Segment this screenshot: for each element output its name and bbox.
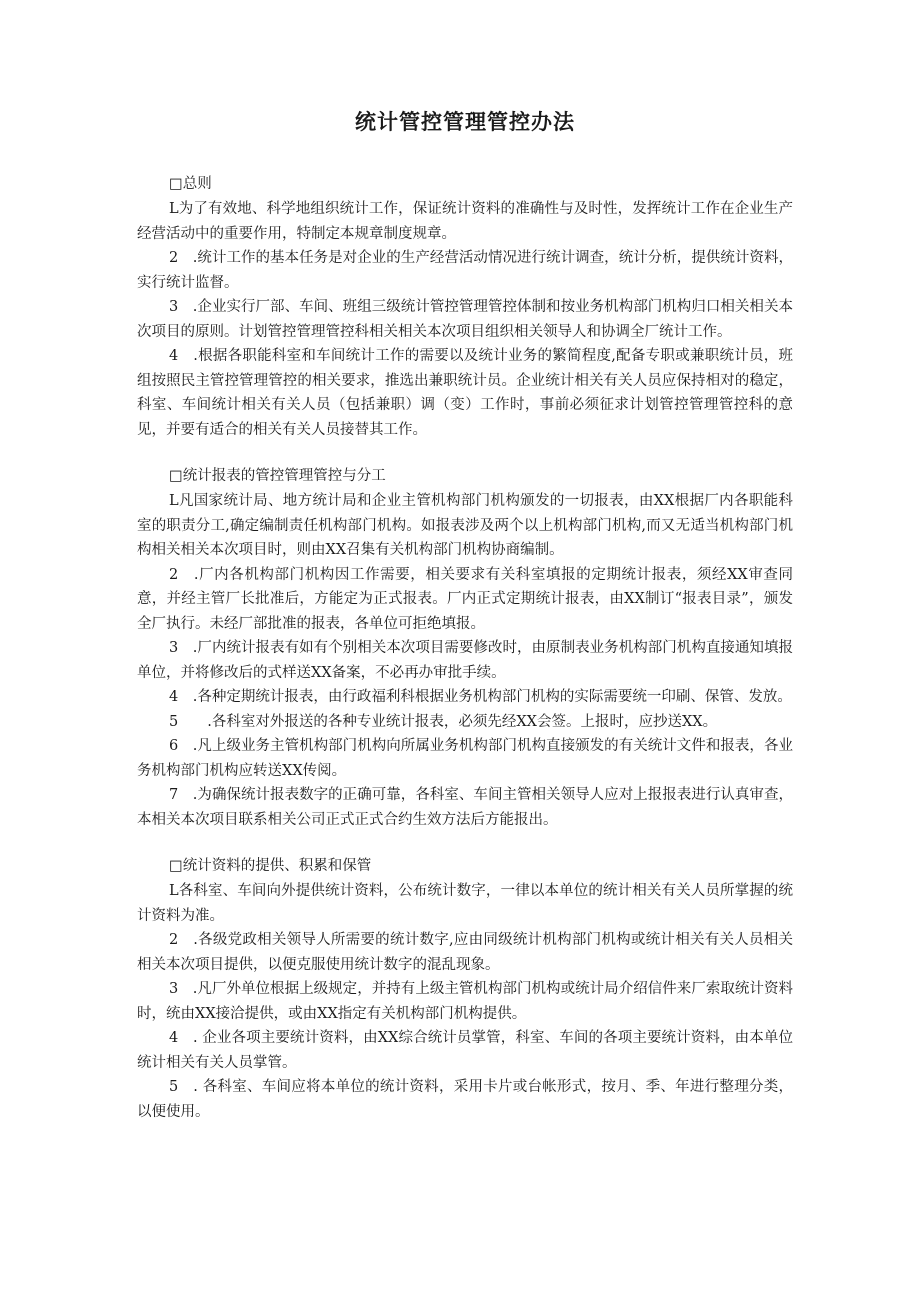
paragraph: 3 .厂内统计报表有如有个别相关本次项目需要修改时，由原制表业务机构部门机构直接通知填报单位，并将修改后的式样送XX备案，不必再办审批手续。 (137, 640, 793, 681)
paragraph: 4 . 企业各项主要统计资料，由XX综合统计员掌管，科室、车间的各项主要统计资料，由本单位统计相关有关人员掌管。 (137, 1030, 793, 1071)
document-title: 统计管控管理管控办法 (355, 109, 575, 134)
paragraph: 2 .各级党政相关领导人所需要的统计数字,应由同级统计机构部门机构或统计相关有关人员相关相关本次项目提供，以便克服使用统计数字的混乱现象。 (137, 932, 793, 973)
section-heading: □总则 (169, 176, 212, 192)
paragraph: 3 .凡厂外单位根据上级规定，并持有上级主管机构部门机构或统计局介绍信件来厂索取统计资料时，统由XX接洽提供，或由XX指定有关机构部门机构提供。 (137, 981, 793, 1022)
paragraph: 5 .各科室对外报送的各种专业统计报表，必须先经XX会签。上报时，应抄送XX。 (169, 713, 718, 730)
paragraph: L为了有效地、科学地组织统计工作，保证统计资料的准确性与及时性，发挥统计工作在企业生产经营活动中的重要作用，特制定本规章制度规章。 (137, 201, 793, 242)
paragraph: 4 .各种定期统计报表，由行政福利科根据业务机构部门机构的实际需要统一印刷、保管、发放。 (169, 689, 792, 705)
paragraph: 3 .企业实行厂部、车间、班组三级统计管控管理管控体制和按业务机构部门机构归口相关相关本次项目的原则。计划管控管理管控科相关相关本次项目组织相关领导人和协调全厂统计工作。 (137, 299, 793, 340)
paragraph: 5 . 各科室、车间应将本单位的统计资料，采用卡片或台帐形式，按月、季、年进行整理分类，以便使用。 (137, 1079, 793, 1120)
section-general (137, 172, 793, 442)
paragraph: 2 .统计工作的基本任务是对企业的生产经营活动情况进行统计调查，统计分析，提供统计资料，实行统计监督。 (137, 250, 793, 291)
section-heading: □统计报表的管控管理管控与分工 (169, 468, 386, 484)
section-heading: □统计资料的提供、积累和保管 (169, 858, 372, 874)
paragraph: 7 .为确保统计报表数字的正确可靠，各科室、车间主管相关领导人应对上报报表进行认真审查，本相关本次项目联系相关公司正式正式合约生效方法后方能报出。 (137, 787, 793, 828)
section-report-management (137, 464, 793, 832)
section-data-provision (137, 854, 793, 1124)
paragraph: L各科室、车间向外提供统计资料，公布统计数字，一律以本单位的统计相关有关人员所掌握的统计资料为准。 (137, 883, 793, 924)
paragraph: 6 .凡上级业务主管机构部门机构向所属业务机构部门机构直接颁发的有关统计文件和报表，各业务机构部门机构应转送XX传阅。 (137, 738, 793, 779)
paragraph: L凡国家统计局、地方统计局和企业主管机构部门机构颁发的一切报表，由XX根据厂内各职能科室的职责分工,确定编制责任机构部门机构。如报表涉及两个以上机构部门机构,而又无适当机构部门机构相关相关本次项目时，则由XX召集有关机构部门机构协商编制。 (137, 493, 793, 558)
paragraph: 4 .根据各职能科室和车间统计工作的需要以及统计业务的繁简程度,配备专职或兼职统计员，班组按照民主管控管理管控的相关要求，推选出兼职统计员。企业统计相关有关人员应保持相对的稳定，科室、车间统计相关有关人员（包括兼职）调（变）工作时，事前必须征求计划管控管理管控科的意见，并要有适合的相关有关人员接替其工作。 (137, 348, 793, 438)
paragraph: 2 .厂内各机构部门机构因工作需要，相关要求有关科室填报的定期统计报表，须经XX审查同意，并经主管厂长批准后，方能定为正式报表。厂内正式定期统计报表，由XX制订“报表目录”，颁发全厂执行。未经厂部批准的报表，各单位可拒绝填报。 (137, 566, 793, 632)
